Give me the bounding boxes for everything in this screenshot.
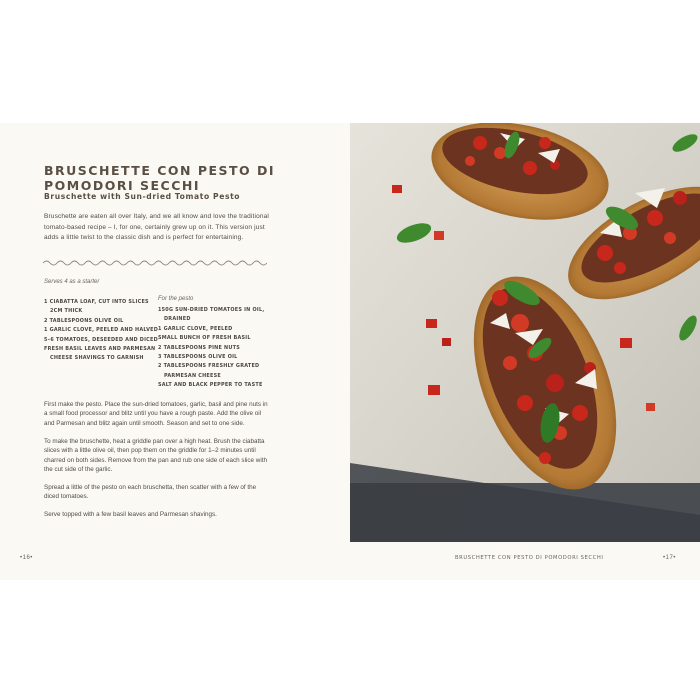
- ingredient-item: DRAINED: [164, 316, 191, 323]
- running-head: BRUSCHETTE CON PESTO DI POMODORI SECCHI: [455, 555, 604, 561]
- loose-tomato-piece: [442, 338, 451, 346]
- recipe-intro: Bruschette are eaten all over Italy, and we all know and love the traditional tomato-based recipe – I, for one, certainly grew up on it. This version just adds a little twist to the classic dish and is perfect for entertaining.: [44, 213, 269, 241]
- ingredient-item: 150G SUN-DRIED TOMATOES IN OIL,: [158, 307, 265, 313]
- ingredient-item: 1 GARLIC CLOVE, PEELED: [158, 325, 233, 332]
- ingredient-item: SALT AND BLACK PEPPER TO TASTE: [158, 382, 263, 389]
- ingredient-item: PARMESAN CHEESE: [164, 372, 221, 379]
- bruschetta-illustration: [350, 123, 700, 542]
- ingredient-item: 5–6 TOMATOES, DESEEDED AND DICED: [44, 336, 158, 343]
- ingredient-item: 3 TABLESPOONS OLIVE OIL: [158, 354, 238, 361]
- ingredient-item: FRESH BASIL LEAVES AND PARMESAN: [44, 346, 156, 353]
- ingredient-item: 2 TABLESPOONS OLIVE OIL: [44, 317, 124, 324]
- ingredient-item: 1 GARLIC CLOVE, PEELED AND HALVED: [44, 327, 159, 334]
- method-step: First make the pesto. Place the sun-dried tomatoes, garlic, basil and pine nuts in a small food processor and blitz until you have a rough paste. Add the olive oil and Parmesan and blitz again until smooth. Season and set to one side.: [44, 401, 268, 427]
- ingredient-item: CHEESE SHAVINGS TO GARNISH: [50, 355, 144, 362]
- ingredient-item: SMALL BUNCH OF FRESH BASIL: [158, 335, 251, 342]
- left-page: [0, 123, 350, 580]
- loose-tomato-piece: [392, 185, 402, 193]
- loose-tomato-piece: [426, 319, 437, 328]
- method: [44, 400, 268, 528]
- book-spread: [0, 123, 700, 580]
- recipe-subtitle: Bruschette with Sun-dried Tomato Pesto: [44, 192, 241, 201]
- method-step: Spread a little of the pesto on each bruschetta, then scatter with a few of the diced tomatoes.: [44, 483, 257, 501]
- method-step: To make the bruschette, heat a griddle pan over a high heat. Brush the ciabatta slices with a little olive oil, then pop them on the griddle for 1–2 minutes until charred on both sides. Remove from the pan and rub one side of each slice with the cut side of the garlic.: [44, 437, 267, 473]
- loose-tomato-piece: [428, 385, 440, 395]
- loose-tomato-piece: [434, 231, 444, 240]
- ingredient-item: 2 TABLESPOONS FRESHLY GRATED: [158, 363, 260, 370]
- decorative-wave-divider: [43, 259, 267, 267]
- loose-tomato-piece: [646, 403, 655, 411]
- page-number-left: •16•: [20, 555, 33, 561]
- method-step: Serve topped with a few basil leaves and Parmesan shavings.: [44, 511, 217, 519]
- ingredient-item: 2 TABLESPOONS PINE NUTS: [158, 344, 240, 351]
- ingredients-main: [44, 298, 159, 364]
- pesto-heading: For the pesto: [158, 296, 194, 302]
- ingredient-item: 2CM THICK: [50, 308, 83, 315]
- loose-tomato-piece: [620, 338, 632, 348]
- recipe-title: BRUSCHETTE CON PESTO DI POMODORI SECCHI: [44, 163, 276, 193]
- serves-note: Serves 4 as a starter: [44, 279, 100, 285]
- bruschetta-photo: [350, 123, 700, 542]
- ingredient-item: 1 CIABATTA LOAF, CUT INTO SLICES: [44, 299, 149, 305]
- ingredients-pesto: [158, 306, 268, 391]
- page-number-right: •17•: [663, 555, 676, 561]
